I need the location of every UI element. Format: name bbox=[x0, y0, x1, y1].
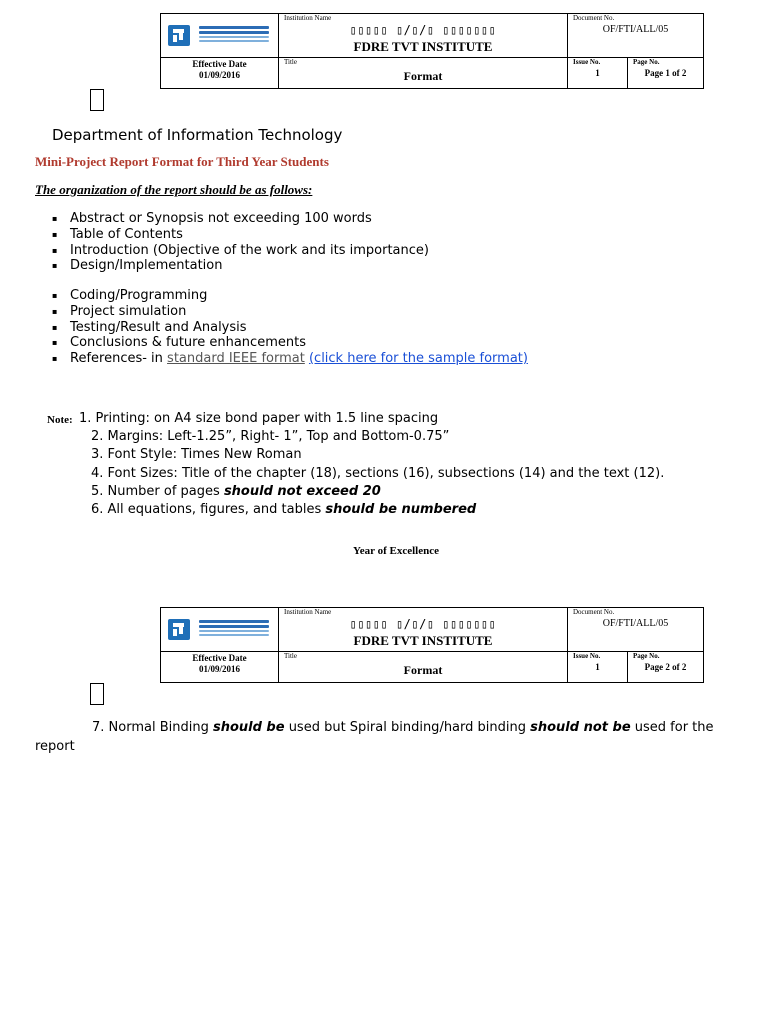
page-no-cell bbox=[628, 652, 703, 682]
institution-name: FDRE TVT INSTITUTE bbox=[353, 633, 493, 648]
references-prefix: References- in bbox=[70, 351, 168, 367]
note-7-emphasis-1: should be bbox=[212, 720, 285, 735]
note-6 bbox=[91, 502, 476, 517]
document-no-cell bbox=[568, 608, 703, 652]
page-number: Page 2 of 2 bbox=[644, 662, 687, 672]
note-7 bbox=[92, 720, 714, 735]
note-6-text: 6. All equations, figures, and tables bbox=[91, 502, 326, 517]
note-5 bbox=[91, 484, 381, 499]
effective-date: 01/09/2016 bbox=[198, 70, 240, 80]
document-header-page-1 bbox=[160, 13, 704, 89]
list-item: ▪ Abstract or Synopsis not exceeding 100 words bbox=[52, 211, 429, 227]
document-no-cell bbox=[568, 14, 703, 58]
note-3: 3. Font Style: Times New Roman bbox=[91, 447, 302, 462]
list-item: ▪ Project simulation bbox=[52, 304, 528, 320]
note-7-text: 7. Normal Binding bbox=[92, 720, 213, 735]
note-5-text: 5. Number of pages bbox=[91, 484, 224, 499]
issue-no-cell bbox=[568, 652, 628, 682]
report-sections-list-2 bbox=[52, 288, 528, 367]
note-7-middle: used but Spiral binding/hard binding bbox=[284, 720, 531, 735]
logo-wordmark bbox=[199, 26, 269, 44]
checkbox[interactable] bbox=[90, 683, 104, 705]
note-5-emphasis: should not exceed 20 bbox=[223, 484, 381, 499]
note-4: 4. Font Sizes: Title of the chapter (18), sections (16), subsections (14) and the text (12). bbox=[91, 466, 665, 481]
page-number: Page 1 of 2 bbox=[644, 68, 687, 78]
institution-cell bbox=[279, 14, 568, 58]
logo-wordmark bbox=[199, 620, 269, 638]
organization-heading: The organization of the report should be as follows: bbox=[35, 182, 313, 197]
institution-name-amharic: ▯▯▯▯▯ ▯/▯/▯ ▯▯▯▯▯▯▯ bbox=[349, 23, 497, 37]
issue-no: 1 bbox=[595, 68, 600, 78]
institution-name-label: Institution Name bbox=[284, 14, 332, 22]
institution-name-label: Institution Name bbox=[284, 608, 332, 616]
report-sections-list-1 bbox=[52, 211, 429, 274]
list-item: ▪ Table of Contents bbox=[52, 227, 429, 243]
note-6-emphasis: should be numbered bbox=[325, 502, 477, 517]
effective-date-label: Effective Date bbox=[192, 653, 247, 663]
title-cell bbox=[279, 652, 568, 682]
document-no-label: Document No. bbox=[573, 14, 615, 22]
institute-logo-icon bbox=[168, 25, 190, 46]
title-cell bbox=[279, 58, 568, 88]
note-7-suffix: used for the bbox=[630, 720, 714, 735]
effective-date-label: Effective Date bbox=[192, 59, 247, 69]
report-format-subtitle: Mini-Project Report Format for Third Year Students bbox=[35, 154, 329, 169]
issue-no: 1 bbox=[595, 662, 600, 672]
effective-date: 01/09/2016 bbox=[198, 664, 240, 674]
list-item: ▪ Coding/Programming bbox=[52, 288, 528, 304]
list-item: ▪ Conclusions & future enhancements bbox=[52, 335, 528, 351]
institute-logo-icon bbox=[168, 619, 190, 640]
list-item: ▪ Introduction (Objective of the work and its importance) bbox=[52, 243, 429, 259]
checkbox[interactable] bbox=[90, 89, 104, 111]
institution-name-amharic: ▯▯▯▯▯ ▯/▯/▯ ▯▯▯▯▯▯▯ bbox=[349, 617, 497, 631]
department-title: Department of Information Technology bbox=[52, 126, 343, 144]
logo-cell bbox=[161, 608, 279, 652]
issue-no-cell bbox=[568, 58, 628, 88]
sample-format-link[interactable]: (click here for the sample format) bbox=[308, 351, 528, 367]
effective-date-cell bbox=[161, 58, 279, 88]
ieee-format-link[interactable]: standard IEEE format bbox=[167, 351, 305, 367]
note-1: 1. Printing: on A4 size bond paper with 1.5 line spacing bbox=[79, 411, 439, 426]
page-no-label: Page No. bbox=[633, 58, 660, 66]
list-item: ▪ Testing/Result and Analysis bbox=[52, 320, 528, 336]
page-footer: Year of Excellence bbox=[353, 545, 439, 557]
document-title: Format bbox=[403, 663, 443, 677]
title-label: Title bbox=[284, 58, 297, 66]
page-no-cell bbox=[628, 58, 703, 88]
issue-no-label: Issue No. bbox=[573, 58, 601, 66]
logo-cell bbox=[161, 14, 279, 58]
effective-date-cell bbox=[161, 652, 279, 682]
list-item: ▪ Design/Implementation bbox=[52, 258, 429, 274]
title-label: Title bbox=[284, 652, 297, 660]
note-7-continuation: report bbox=[35, 739, 75, 754]
issue-no-label: Issue No. bbox=[573, 652, 601, 660]
document-no: OF/FTI/ALL/05 bbox=[602, 24, 669, 35]
institution-name: FDRE TVT INSTITUTE bbox=[353, 39, 493, 54]
note-7-emphasis-2: should not be bbox=[530, 720, 631, 735]
document-no: OF/FTI/ALL/05 bbox=[602, 618, 669, 629]
references-item bbox=[52, 351, 528, 367]
document-header-page-2 bbox=[160, 607, 704, 683]
institution-cell bbox=[279, 608, 568, 652]
note-label: Note: bbox=[47, 414, 73, 426]
document-no-label: Document No. bbox=[573, 608, 615, 616]
page-no-label: Page No. bbox=[633, 652, 660, 660]
document-title: Format bbox=[403, 69, 443, 83]
note-2: 2. Margins: Left-1.25”, Right- 1”, Top and Bottom-0.75” bbox=[91, 429, 450, 444]
